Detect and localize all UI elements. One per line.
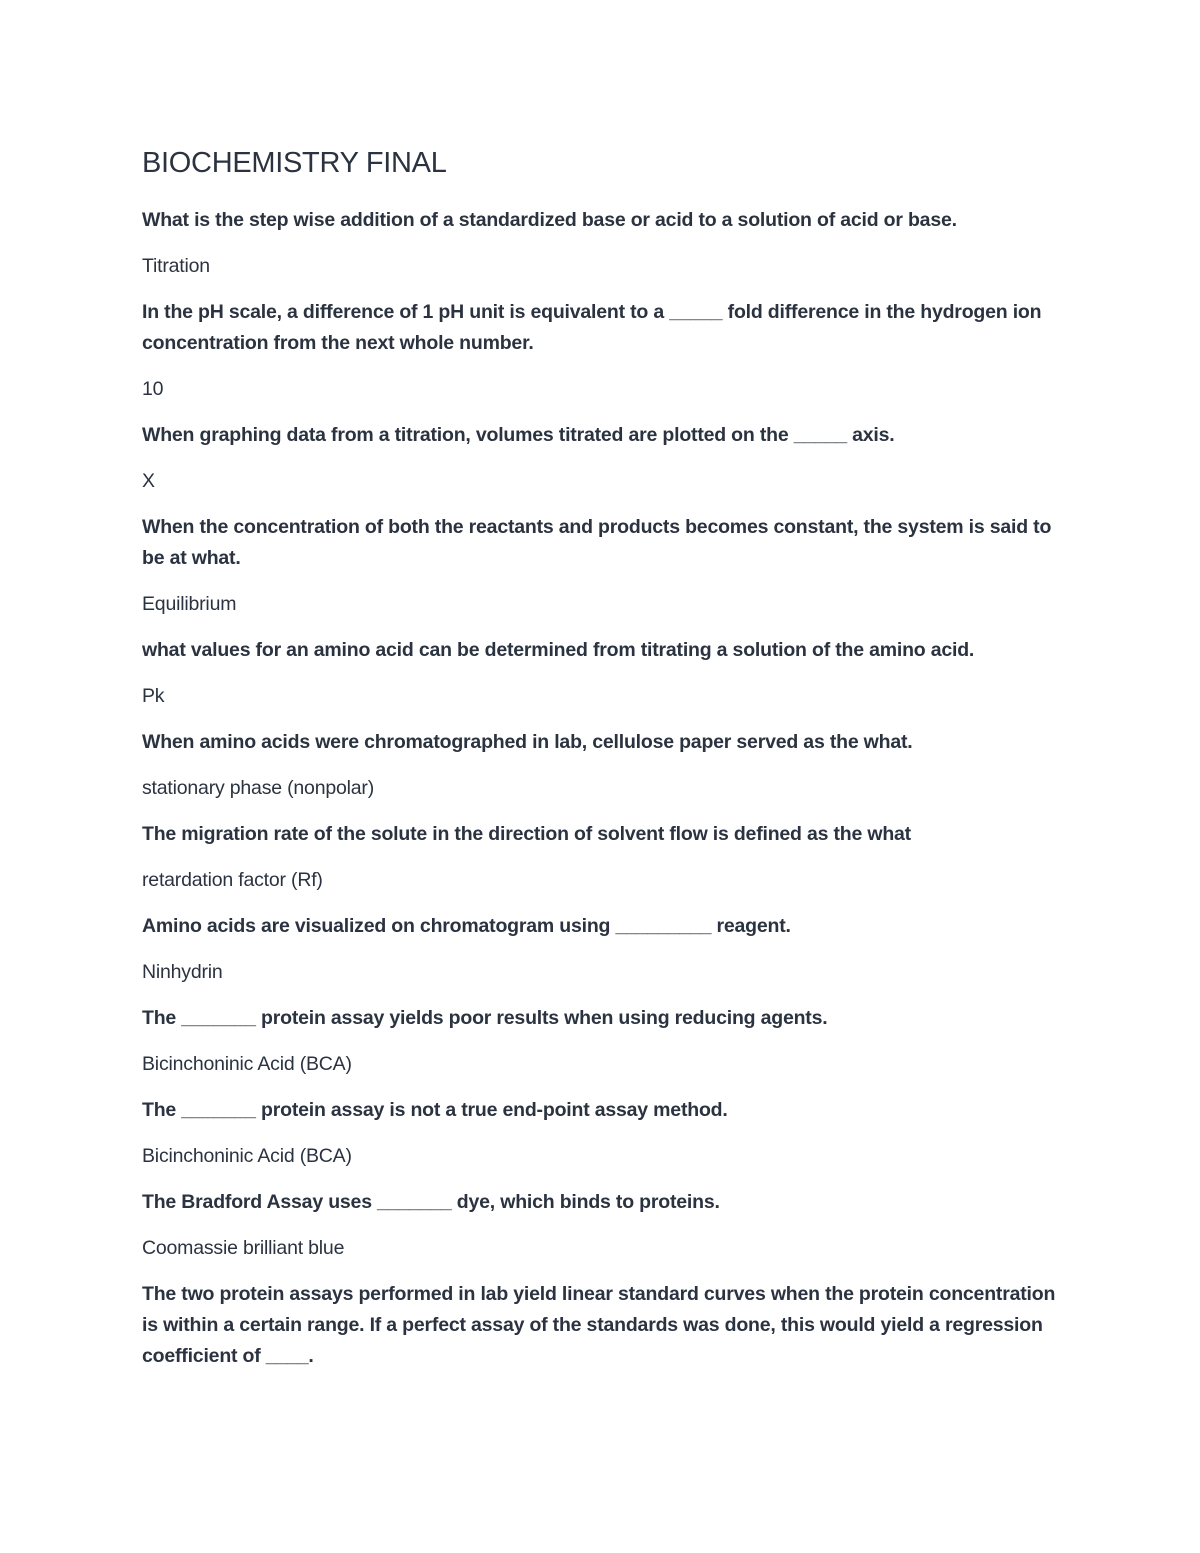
answer-9: Bicinchoninic Acid (BCA) xyxy=(142,1053,352,1075)
answer-4: Equilibrium xyxy=(142,593,237,615)
document-title: BIOCHEMISTRY FINAL xyxy=(142,147,447,179)
answer-10: Bicinchoninic Acid (BCA) xyxy=(142,1145,352,1167)
answer-6: stationary phase (nonpolar) xyxy=(142,777,374,799)
question-10: The _______ protein assay is not a true end-point assay method. xyxy=(142,1099,728,1121)
answer-8: Ninhydrin xyxy=(142,961,223,983)
question-4: When the concentration of both the reactants and products becomes constant, the system is said to be at what. xyxy=(142,516,1052,569)
question-2: In the pH scale, a difference of 1 pH unit is equivalent to a _____ fold difference in the hydrogen ion concentration from the next whole number. xyxy=(142,301,1042,354)
answer-5: Pk xyxy=(142,685,165,707)
question-1: What is the step wise addition of a standardized base or acid to a solution of acid or base. xyxy=(142,209,957,231)
document-content xyxy=(142,143,1062,1387)
answer-3: X xyxy=(142,470,155,492)
answer-1: Titration xyxy=(142,255,210,277)
answer-2: 10 xyxy=(142,378,164,400)
question-5: what values for an amino acid can be determined from titrating a solution of the amino acid. xyxy=(142,639,975,661)
question-11: The Bradford Assay uses _______ dye, which binds to proteins. xyxy=(142,1191,720,1213)
question-6: When amino acids were chromatographed in lab, cellulose paper served as the what. xyxy=(142,731,913,753)
question-8: Amino acids are visualized on chromatogram using _________ reagent. xyxy=(142,915,791,937)
question-7: The migration rate of the solute in the direction of solvent flow is defined as the what xyxy=(142,823,911,845)
question-9: The _______ protein assay yields poor results when using reducing agents. xyxy=(142,1007,828,1029)
question-3: When graphing data from a titration, volumes titrated are plotted on the _____ axis. xyxy=(142,424,895,446)
answer-7: retardation factor (Rf) xyxy=(142,869,323,891)
qa-list xyxy=(142,205,1062,1372)
question-12: The two protein assays performed in lab yield linear standard curves when the protein concentration is within a certain range. If a perfect assay of the standards was done, this would yield a regression coefficient of ____. xyxy=(142,1283,1056,1367)
answer-11: Coomassie brilliant blue xyxy=(142,1237,345,1259)
